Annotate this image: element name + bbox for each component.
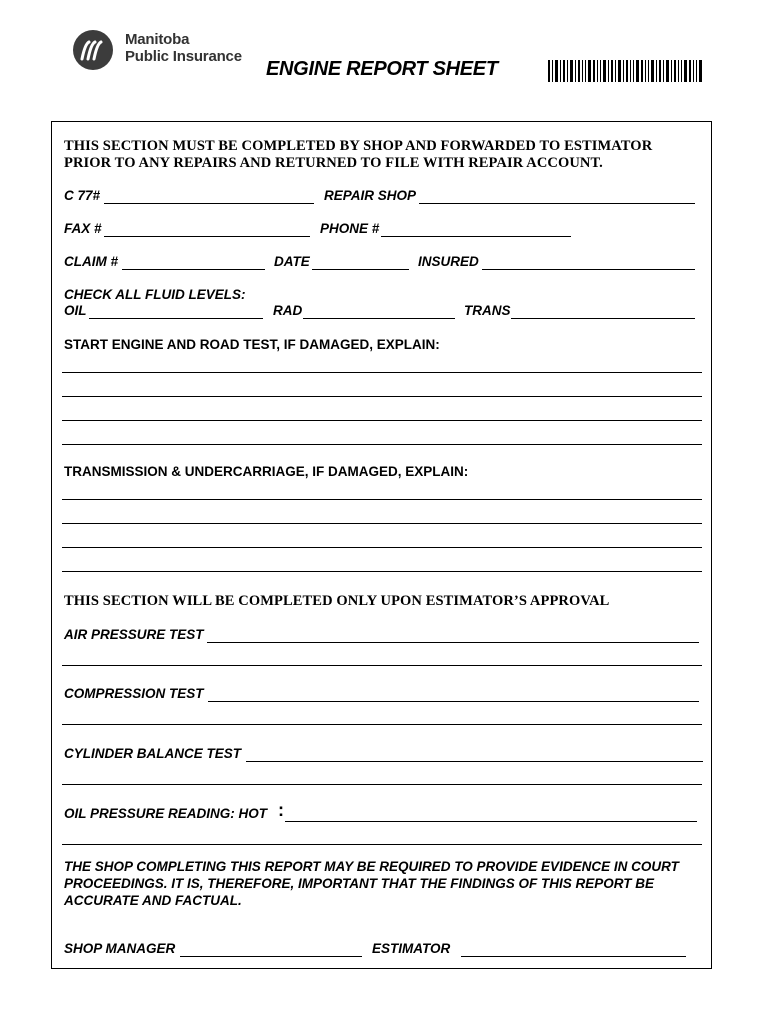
compression-line-2[interactable]	[62, 724, 702, 725]
page-title: ENGINE REPORT SHEET	[266, 58, 498, 80]
trans-field[interactable]	[511, 318, 695, 319]
estimator-label: ESTIMATOR	[372, 941, 451, 956]
phone-label: PHONE #	[320, 221, 380, 236]
repair-shop-label: REPAIR SHOP	[324, 188, 417, 203]
compression-field[interactable]	[208, 701, 699, 702]
road-test-label: START ENGINE AND ROAD TEST, IF DAMAGED, EXPLAIN:	[64, 337, 440, 352]
oil-label: OIL	[64, 303, 87, 318]
shop-manager-field[interactable]	[180, 956, 362, 957]
transmission-label: TRANSMISSION & UNDERCARRIAGE, IF DAMAGED, EXPLAIN:	[64, 464, 469, 479]
c77-field[interactable]	[104, 203, 314, 204]
oil-pressure-colon: :	[278, 800, 284, 820]
section1-instruction-line2: PRIOR TO ANY REPAIRS AND RETURNED TO FILE WITH REPAIR ACCOUNT.	[64, 155, 603, 171]
oil-pressure-line-2[interactable]	[62, 844, 702, 845]
estimator-field[interactable]	[461, 956, 686, 957]
rad-label: RAD	[273, 303, 303, 318]
transmission-line-2[interactable]	[62, 523, 702, 524]
insured-label: INSURED	[418, 254, 479, 269]
oil-pressure-label: OIL PRESSURE READING: HOT	[64, 806, 268, 821]
trans-label: TRANS	[464, 303, 511, 318]
cylinder-balance-label: CYLINDER BALANCE TEST	[64, 746, 242, 761]
claim-label: CLAIM #	[64, 254, 118, 269]
fax-field[interactable]	[104, 236, 310, 237]
c77-label: C 77#	[64, 188, 101, 203]
date-label: DATE	[274, 254, 310, 269]
fluid-levels-heading: CHECK ALL FLUID LEVELS:	[64, 287, 246, 302]
phone-field[interactable]	[381, 236, 571, 237]
rad-field[interactable]	[303, 318, 455, 319]
court-notice: THE SHOP COMPLETING THIS REPORT MAY BE REQUIRED TO PROVIDE EVIDENCE IN COURT PROCEEDINGS. IT IS, THEREFORE, IMPORTANT THAT THE FINDINGS OF THIS REPORT BE ACCURATE AND FACTUAL.	[64, 859, 679, 908]
barcode-icon	[548, 60, 704, 82]
road-test-line-2[interactable]	[62, 396, 702, 397]
date-field[interactable]	[312, 269, 409, 270]
repair-shop-field[interactable]	[419, 203, 695, 204]
transmission-line-4[interactable]	[62, 571, 702, 572]
air-pressure-field[interactable]	[207, 642, 699, 643]
section1-instruction-line1: THIS SECTION MUST BE COMPLETED BY SHOP AND FORWARDED TO ESTIMATOR	[64, 138, 653, 154]
oil-field[interactable]	[89, 318, 263, 319]
mpi-logo	[73, 30, 263, 70]
road-test-line-4[interactable]	[62, 444, 702, 445]
mpi-logo-icon	[73, 30, 113, 70]
oil-pressure-field[interactable]	[285, 821, 697, 822]
transmission-line-3[interactable]	[62, 547, 702, 548]
claim-field[interactable]	[122, 269, 265, 270]
road-test-line-3[interactable]	[62, 420, 702, 421]
air-pressure-line-2[interactable]	[62, 665, 702, 666]
road-test-line-1[interactable]	[62, 372, 702, 373]
shop-manager-label: SHOP MANAGER	[64, 941, 176, 956]
air-pressure-label: AIR PRESSURE TEST	[64, 627, 204, 642]
cylinder-balance-line-2[interactable]	[62, 784, 702, 785]
logo-line-1: Manitoba	[125, 31, 190, 48]
logo-line-2: Public Insurance	[125, 48, 242, 65]
logo-text	[125, 31, 242, 65]
insured-field[interactable]	[482, 269, 695, 270]
transmission-line-1[interactable]	[62, 499, 702, 500]
section2-heading: THIS SECTION WILL BE COMPLETED ONLY UPON ESTIMATOR’S APPROVAL	[64, 593, 610, 609]
cylinder-balance-field[interactable]	[246, 761, 703, 762]
form-box	[51, 121, 712, 969]
compression-label: COMPRESSION TEST	[64, 686, 204, 701]
fax-label: FAX #	[64, 221, 102, 236]
